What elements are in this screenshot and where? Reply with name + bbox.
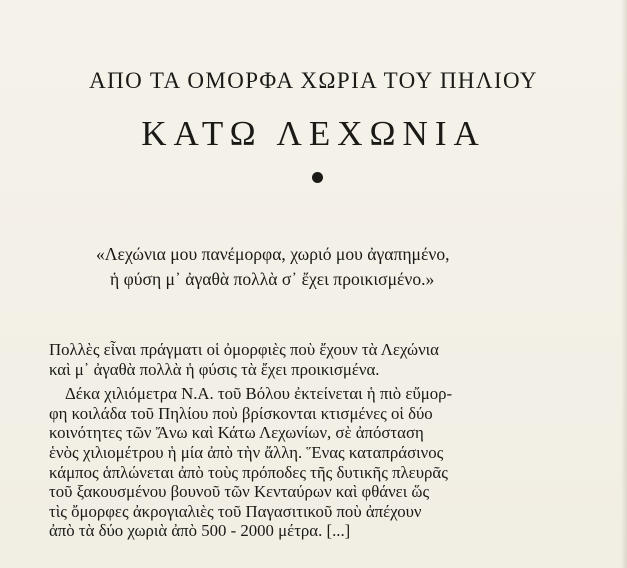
- paragraph-line: Δέκα χιλιόμετρα Ν.Α. τοῦ Βόλου ἐκτείνεται ἡ πιὸ εὔμορ-: [65, 384, 453, 404]
- paragraph-line: καὶ μ᾽ ἀγαθὰ πολλὰ ἡ φύσις τὰ ἔχει προικισμένα.: [49, 359, 380, 379]
- paragraph-line: κάμπος ἁπλώνεται ἀπὸ τοὺς πρόποδες τῆς δυτικῆς πλευρᾶς: [49, 462, 448, 482]
- paragraph-line: φη κοιλάδα τοῦ Πηλίου ποὺ βρίσκονται κτισμένες οἱ δύο: [49, 403, 433, 423]
- quote-line-1: «Λεχώνια μου πανέμορφα, χωριό μου ἀγαπημένο,: [96, 244, 450, 264]
- paragraph-line: ἀπὸ τὰ δύο χωριὰ ἀπὸ 500 - 2000 μέτρα. [...]: [49, 521, 351, 541]
- quote-line-2: ἡ φύση μ᾽ ἀγαθὰ πολλὰ σ᾽ ἔχει προικισμένο.»: [110, 269, 435, 289]
- paragraph-line: κοινότητες τῶν Ἄνω καὶ Κάτω Λεχωνίων, σὲ ἀπόσταση: [49, 423, 424, 443]
- paragraph-1: [49, 340, 621, 379]
- bullet-ornament: [312, 172, 323, 183]
- paragraph-line: τὶς ὄμορφες ἀκρογιαλιὲς τοῦ Παγασιτικοῦ ποὺ ἀπέχουν: [49, 501, 422, 521]
- paragraph-2: [49, 384, 621, 541]
- paragraph-line: τοῦ ξακουσμένου βουνοῦ τῶν Κενταύρων καὶ φθάνει ὥς: [49, 482, 430, 502]
- epigraph-quote: [96, 242, 450, 292]
- section-subtitle: ΑΠΟ ΤΑ ΟΜΟΡΦΑ ΧΩΡΙΑ ΤΟΥ ΠΗΛΙΟΥ: [89, 68, 538, 93]
- paragraph-line: Πολλὲς εἶναι πράγματι οἱ ὀμορφιὲς ποὺ ἔχουν τὰ Λεχώνια: [49, 340, 439, 359]
- paragraph-line: ἑνὸς χιλιομέτρου ἡ μία ἀπὸ τὴν ἄλλη. Ἕνας καταπράσινος: [49, 442, 444, 462]
- page-title: ΚΑΤΩ ΛΕΧΩΝΙΑ: [141, 114, 486, 153]
- article-body: [49, 340, 621, 541]
